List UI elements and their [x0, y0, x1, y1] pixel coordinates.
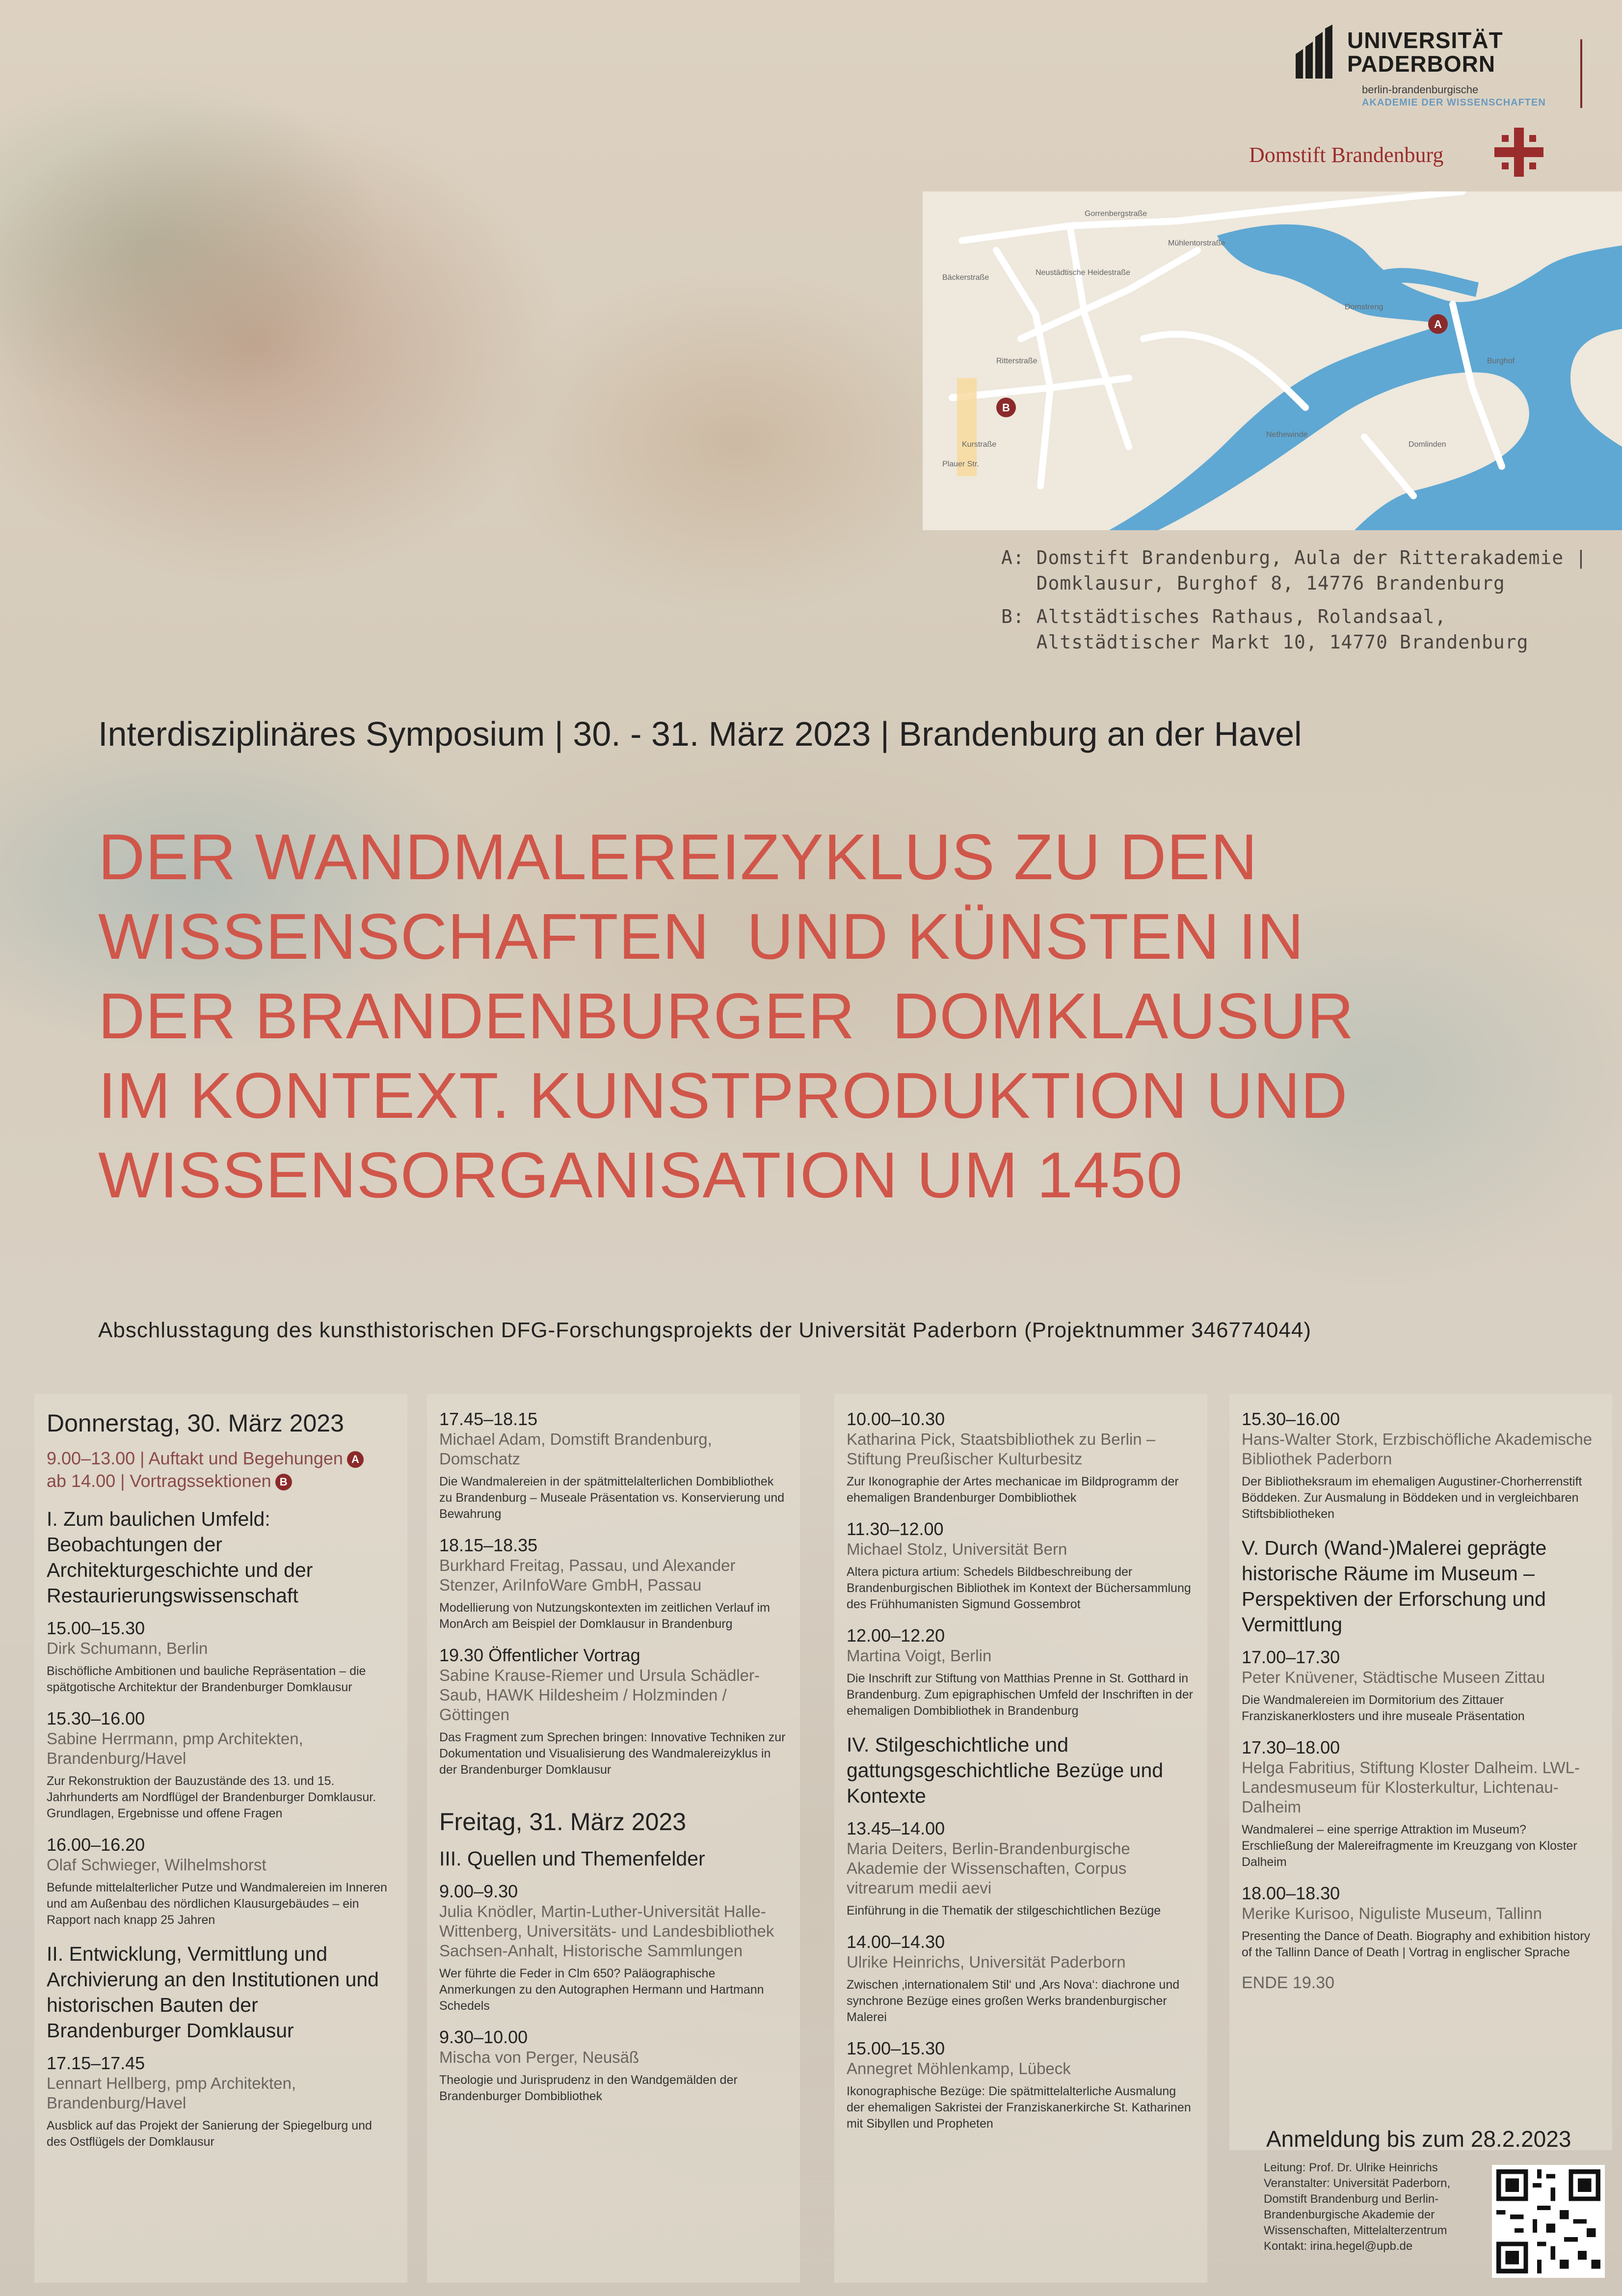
talk-item: 16.00–16.20 Olaf Schwieger, Wilhelmshorst Befunde mittelalterlicher Putze und Wandmalereien im Inneren und am Außenbau des nördlichen Klausurgebäudes – ein Rapport nach knapp 25 Jahren: [47, 1835, 387, 1927]
section-heading: II. Entwicklung, Vermittlung und Archivierung an den Institutionen und historischen Bauten der Brandenburger Domklausur: [47, 1943, 379, 2042]
talk-item: 10.00–10.30 Katharina Pick, Staatsbibliothek zu Berlin – Stiftung Preußischer Kulturbesitz Zur Ikonographie der Artes mechanicae im Bildprogramm der ehemaligen Brandenburger Dombibliothek: [847, 1409, 1179, 1505]
talk-item: 18.15–18.35 Burkhard Freitag, Passau, und Alexander Stenzer, AriInfoWare GmbH, Passau Modellierung von Nutzungskontexten im zeitlichen Verlauf im MonArch am Beispiel der Domklausur in Brandenburg: [439, 1535, 770, 1631]
section-heading: V. Durch (Wand-)Malerei geprägte historische Räume im Museum – Perspektiven der Erforschung und Vermittlung: [1242, 1537, 1547, 1636]
map-street-label: Plauer Str.: [942, 460, 979, 468]
academy-logo: berlin-brandenburgische AKADEMIE DER WISSENSCHAFTEN: [1362, 83, 1546, 108]
section-heading: III. Quellen und Themenfelder: [439, 1847, 705, 1870]
talk-item: 17.00–17.30 Peter Knüvener, Städtische Museen Zittau Die Wandmalereien im Dormitorium des Zittauer Franziskanerklosters und ihre museale Präsentation: [1242, 1647, 1545, 1723]
day-heading: Freitag, 31. März 2023: [439, 1808, 687, 1836]
university-paderborn-logo: [1296, 20, 1503, 83]
program-column-2: [427, 1394, 800, 2283]
location-a-line2: Domklausur, Burghof 8, 14776 Brandenburg: [1001, 572, 1505, 594]
program-column-3: [834, 1394, 1207, 2283]
talk-item: 9.00–9.30 Julia Knödler, Martin-Luther-Universität Halle-Wittenberg, Universitäts- und Landesbibliothek Sachsen-Anhalt, Historische Sammlungen Wer führte die Feder in Clm 650? Paläographische Anmerkungen zu den Autographen Hermann und Hartmann Schedels: [439, 1881, 774, 2013]
main-title: DER WANDMALEREIZYKLUS ZU DEN WISSENSCHAFTEN UND KÜNSTEN IN DER BRANDENBURGER DOMKLAUSUR IM KONTEXT. KUNSTPRODUKTION UND WISSENSORGANISATION UM 1450: [98, 821, 1355, 1211]
svg-text:A: A: [1434, 318, 1442, 330]
domstift-logo-text: Domstift Brandenburg: [1249, 143, 1444, 167]
map-street-label: Bäckerstraße: [942, 273, 989, 282]
registration-deadline: Anmeldung bis zum 28.2.2023: [1266, 2126, 1571, 2152]
contact-info: Leitung: Prof. Dr. Ulrike Heinrichs Veranstalter: Universität Paderborn, Domstift Brandenburg und Berlin- Brandenburgische Akademie der Wissenschaften, Mittelalterzentrum Kontakt: irina.hegel@upb.de: [1264, 2160, 1480, 2254]
talk-item: 17.15–17.45 Lennart Hellberg, pmp Architekten, Brandenburg/Havel Ausblick auf das Projekt der Sanierung der Spiegelburg und des Ostflügels der Domklausur: [47, 2053, 372, 2149]
talk-item: 11.30–12.00 Michael Stolz, Universität Bern Altera pictura artium: Schedels Bildbeschreibung der Brandenburgischen Bibliothek im Kontext der Büchersammlung des Frühhumanisten Sigmund Gossembrot: [847, 1519, 1191, 1611]
talk-item: 17.30–18.00 Helga Fabritius, Stiftung Kloster Dalheim. LWL-Landesmuseum für Klosterkultur, Lichtenau-Dalheim Wandmalerei – eine sperrige Attraktion im Museum? Erschließung der Malereifragmente im Kreuzgang von Kloster Dalheim: [1242, 1737, 1580, 1869]
location-map[interactable]: [923, 191, 1622, 530]
map-marker-b[interactable]: [996, 398, 1016, 417]
schedule-block: 9.00–13.00 | Auftakt und Begehungen A ab 14.00 | Vortragssektionen B: [47, 1447, 395, 1492]
subtitle: Abschlusstagung des kunsthistorischen DFG-Forschungsprojekts der Universität Paderborn (Projektnummer 346774044): [98, 1318, 1312, 1342]
location-badge-b: B: [275, 1474, 292, 1490]
logo-divider: [1580, 39, 1582, 108]
talk-item: 15.30–16.00 Sabine Herrmann, pmp Architekten, Brandenburg/Havel Zur Rekonstruktion der Bauzustände des 13. und 15. Jahrhunderts am Nordflügel der Brandenburger Domklausur. Grundlagen, Ergebnisse und offene Fragen: [47, 1708, 376, 1820]
map-street-label: Ritterstraße: [996, 357, 1037, 365]
talk-item: 12.00–12.20 Martina Voigt, Berlin Die Inschrift zur Stiftung von Matthias Prenne in St. Gotthard in Brandenburg. Zum epigraphischen Umfeld der Inschriften in der ehemaligen Dombibliothek in Brandenburg: [847, 1625, 1193, 1718]
map-street-label: Nethewinde: [1266, 431, 1308, 439]
contact-email-link[interactable]: Kontakt: irina.hegel@upb.de: [1264, 2240, 1413, 2253]
map-street-label: Kurstraße: [962, 440, 997, 449]
map-street-label: Mühlentorstraße: [1168, 239, 1225, 247]
talk-item: 15.00–15.30 Dirk Schumann, Berlin Bischöfliche Ambitionen und bauliche Repräsentation – die spätgotische Architektur der Brandenburger Domklausur: [47, 1618, 366, 1694]
talk-item: 14.00–14.30 Ulrike Heinrichs, Universität Paderborn Zwischen ‚internationalem Stil‘ und ‚Ars Nova‘: diachrone und synchrone Bezüge eines großen Werks brandenburgischer Malerei: [847, 1932, 1180, 2024]
section-heading: IV. Stilgeschichtliche und gattungsgeschichtliche Bezüge und Kontexte: [847, 1733, 1164, 1807]
talk-item: 13.45–14.00 Maria Deiters, Berlin-Brandenburgische Akademie der Wissenschaften, Corpus vitrearum medii aevi Einführung in die Thematik der stilgeschichtlichen Bezüge: [847, 1818, 1161, 1918]
program-column-1: [34, 1394, 407, 2283]
location-badge-a: A: [347, 1451, 364, 1468]
section-heading: I. Zum baulichen Umfeld: Beobachtungen der Architekturgeschichte und der Restaurierungswissenschaft: [47, 1508, 313, 1607]
location-b-line2: Altstädtischer Markt 10, 14770 Brandenburg: [1001, 631, 1529, 653]
map-street-label: Domlinden: [1409, 440, 1446, 449]
university-name: UNIVERSITÄT PADERBORN: [1347, 27, 1503, 77]
talk-item: 15.30–16.00 Hans-Walter Stork, Erzbischöfliche Akademische Bibliothek Paderborn Der Bibliotheksraum im ehemaligen Augustiner-Chorherrenstift Böddeken. Zur Ausmalung in Böddeken und in vergleichbaren Stiftsbibliotheken: [1242, 1409, 1593, 1521]
talk-item: 17.45–18.15 Michael Adam, Domstift Brandenburg, Domschatz Die Wandmalereien in der spätmittelalterlichen Dombibliothek zu Brandenburg – Museale Präsentation vs. Konservierung und Bewahrung: [439, 1409, 785, 1521]
qr-code-icon[interactable]: [1492, 2165, 1605, 2278]
map-street-label: Neustädtische Heidestraße: [1036, 269, 1130, 277]
domstift-cross-icon: [1492, 125, 1546, 179]
end-time: ENDE 19.30: [1242, 1973, 1334, 1992]
location-a-line1: A: Domstift Brandenburg, Aula der Ritterakademie |: [1001, 547, 1587, 568]
program-column-4: [1229, 1394, 1612, 2150]
map-street-label: Gorrenbergstraße: [1085, 210, 1147, 218]
location-b-line1: B: Altstädtisches Rathaus, Rolandsaal,: [1001, 606, 1447, 627]
event-info: Interdisziplinäres Symposium | 30. - 31. März 2023 | Brandenburg an der Havel: [98, 715, 1302, 753]
talk-item: 18.00–18.30 Merike Kurisoo, Niguliste Museum, Tallinn Presenting the Dance of Death. Biography and exhibition history of the Tallinn Dance of Death | Vortrag in englischer Sprache: [1242, 1883, 1591, 1959]
svg-text:B: B: [1002, 402, 1010, 414]
map-legend: [1001, 545, 1587, 663]
talk-item: 19.30 Öffentlicher Vortrag Sabine Krause-Riemer und Ursula Schädler-Saub, HAWK Hildesheim / Holzminden / Göttingen Das Fragment zum Sprechen bringen: Innovative Techniken zur Dokumentation und Visualisierung des Wandmalereizyklus in der Brandenburger Domklausur: [439, 1645, 786, 1777]
day-heading: Donnerstag, 30. März 2023: [47, 1409, 344, 1437]
map-marker-a[interactable]: [1428, 314, 1448, 334]
upb-logo-mark-icon: [1296, 25, 1340, 79]
map-street-label: Domstreng: [1345, 303, 1383, 311]
map-street-label: Burghof: [1487, 357, 1515, 365]
map-graphic: [923, 191, 1622, 530]
talk-item: 9.30–10.00 Mischa von Perger, Neusäß Theologie und Jurisprudenz in den Wandgemälden der Brandenburger Dombibliothek: [439, 2027, 738, 2103]
talk-item: 15.00–15.30 Annegret Möhlenkamp, Lübeck Ikonographische Bezüge: Die spätmittelalterliche Ausmalung der ehemaligen Sakristei der Franziskanerkirche St. Katharinen mit Sibyllen und Propheten: [847, 2038, 1191, 2131]
